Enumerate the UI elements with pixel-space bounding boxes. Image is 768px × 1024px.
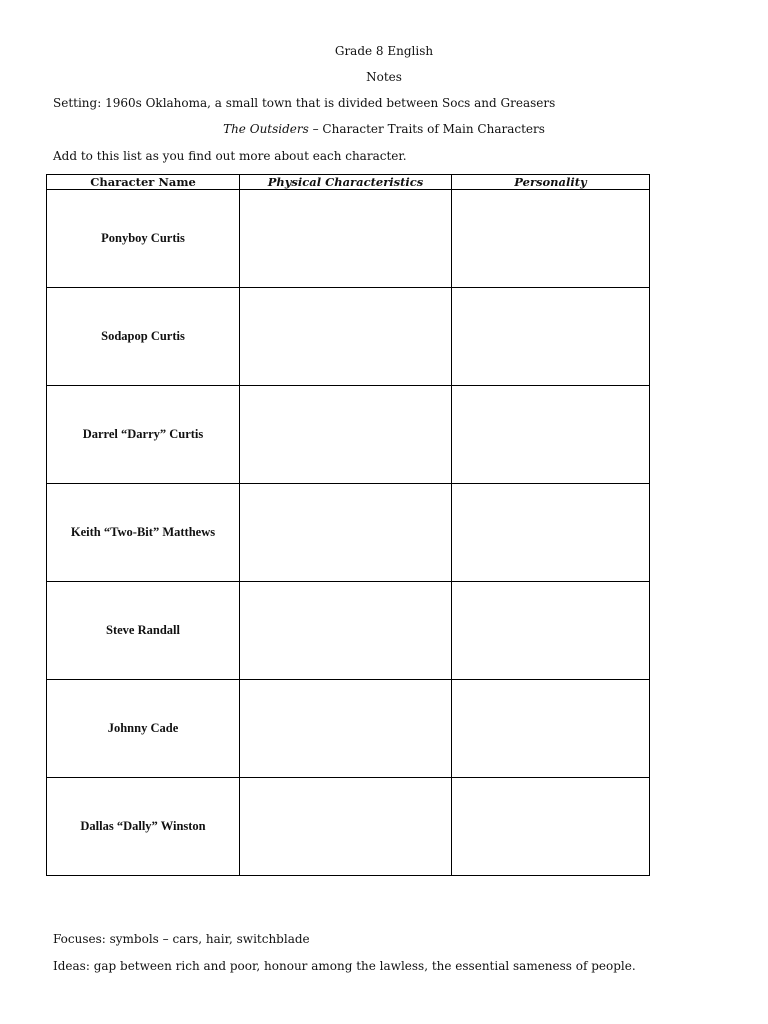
character-name-cell: Johnny Cade [47, 680, 240, 778]
character-name-cell: Dallas “Dally” Winston [47, 778, 240, 876]
physical-characteristics-cell[interactable] [240, 582, 452, 680]
character-traits-table [46, 174, 650, 876]
personality-cell[interactable] [452, 582, 650, 680]
worksheet-subtitle [0, 122, 768, 136]
personality-cell[interactable] [452, 190, 650, 288]
physical-characteristics-cell[interactable] [240, 484, 452, 582]
physical-characteristics-cell[interactable] [240, 778, 452, 876]
physical-characteristics-cell[interactable] [240, 190, 452, 288]
column-header-character-name: Character Name [47, 175, 240, 190]
document-title: Grade 8 English [334, 44, 434, 58]
physical-characteristics-cell[interactable] [240, 386, 452, 484]
personality-cell[interactable] [452, 386, 650, 484]
instruction-text: Add to this list as you find out more about each character. [53, 149, 407, 163]
character-name-cell: Sodapop Curtis [47, 288, 240, 386]
focuses-text: Focuses: symbols – cars, hair, switchblade [53, 932, 310, 946]
book-title: The Outsiders [223, 122, 309, 136]
character-name-cell: Steve Randall [47, 582, 240, 680]
physical-characteristics-cell[interactable] [240, 288, 452, 386]
character-name-cell: Keith “Two-Bit” Matthews [47, 484, 240, 582]
table-row [47, 288, 650, 386]
table-row [47, 190, 650, 288]
ideas-text: Ideas: gap between rich and poor, honour among the lawless, the essential sameness of people. [53, 959, 636, 973]
table-row [47, 680, 650, 778]
column-header-personality: Personality [452, 175, 650, 190]
personality-cell[interactable] [452, 484, 650, 582]
character-name-cell: Ponyboy Curtis [47, 190, 240, 288]
personality-cell[interactable] [452, 288, 650, 386]
personality-cell[interactable] [452, 680, 650, 778]
table-header-row [47, 175, 650, 190]
character-name-cell: Darrel “Darry” Curtis [47, 386, 240, 484]
physical-characteristics-cell[interactable] [240, 680, 452, 778]
table-row [47, 484, 650, 582]
table-row [47, 778, 650, 876]
notes-heading: Notes [366, 70, 402, 84]
table-row [47, 386, 650, 484]
personality-cell[interactable] [452, 778, 650, 876]
column-header-physical-characteristics: Physical Characteristics [240, 175, 452, 190]
setting-text: Setting: 1960s Oklahoma, a small town that is divided between Socs and Greasers [53, 96, 556, 110]
table-row [47, 582, 650, 680]
subtitle-text: – Character Traits of Main Characters [308, 122, 545, 136]
